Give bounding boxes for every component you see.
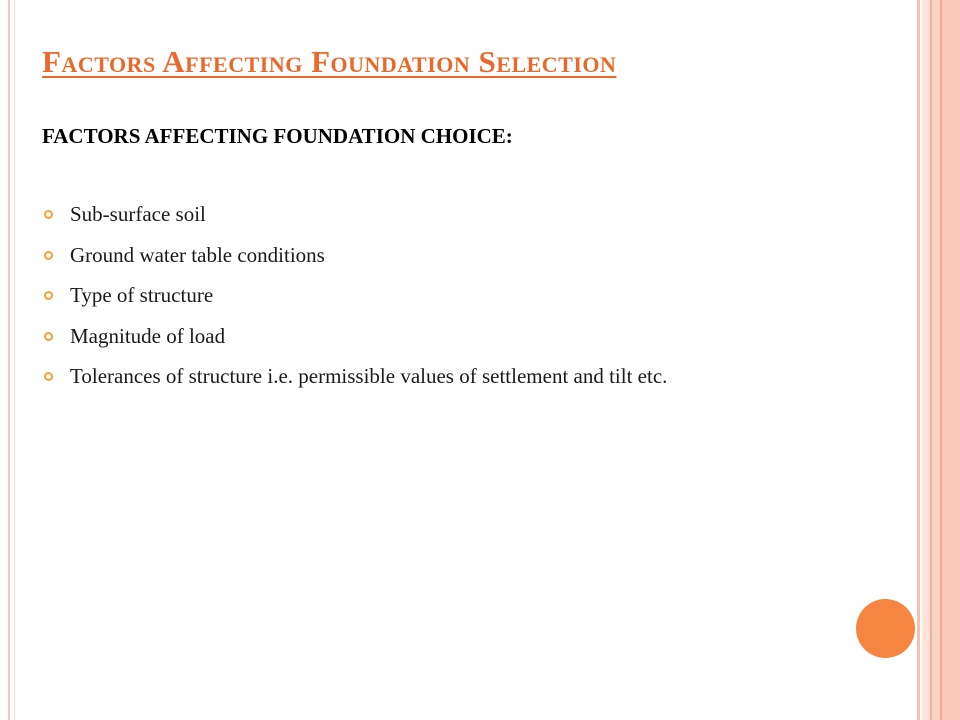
right-border-stripe	[942, 0, 960, 720]
bullet-text: Type of structure	[70, 283, 214, 307]
list-item	[44, 362, 667, 403]
right-border-stripe	[917, 0, 920, 720]
bullet-text: Magnitude of load	[70, 323, 226, 348]
bullet-text: Tolerances of structure i.e. permissible values of settlement and tilt etc.	[70, 364, 668, 388]
list-item	[44, 200, 667, 241]
bullet-circle-icon	[44, 332, 53, 341]
right-border-stripe	[932, 0, 940, 720]
list-item	[44, 241, 667, 282]
slide-subtitle: FACTORS AFFECTING FOUNDATION CHOICE:	[42, 124, 513, 148]
slide-title: Factors Affecting Foundation Selection	[42, 44, 617, 79]
bullet-circle-icon	[44, 372, 53, 381]
accent-circle	[856, 599, 915, 658]
list-item	[44, 281, 667, 322]
bullet-list	[44, 200, 667, 403]
bullet-circle-icon	[44, 210, 53, 219]
bullet-circle-icon	[44, 291, 53, 300]
bullet-text: Ground water table conditions	[70, 242, 325, 267]
list-item	[44, 322, 667, 363]
bullet-text: Sub-surface soil	[70, 202, 206, 226]
left-border-line-inner	[14, 0, 15, 720]
left-border-line	[8, 0, 10, 720]
right-border-stripe	[922, 0, 930, 720]
bullet-circle-icon	[44, 251, 53, 260]
